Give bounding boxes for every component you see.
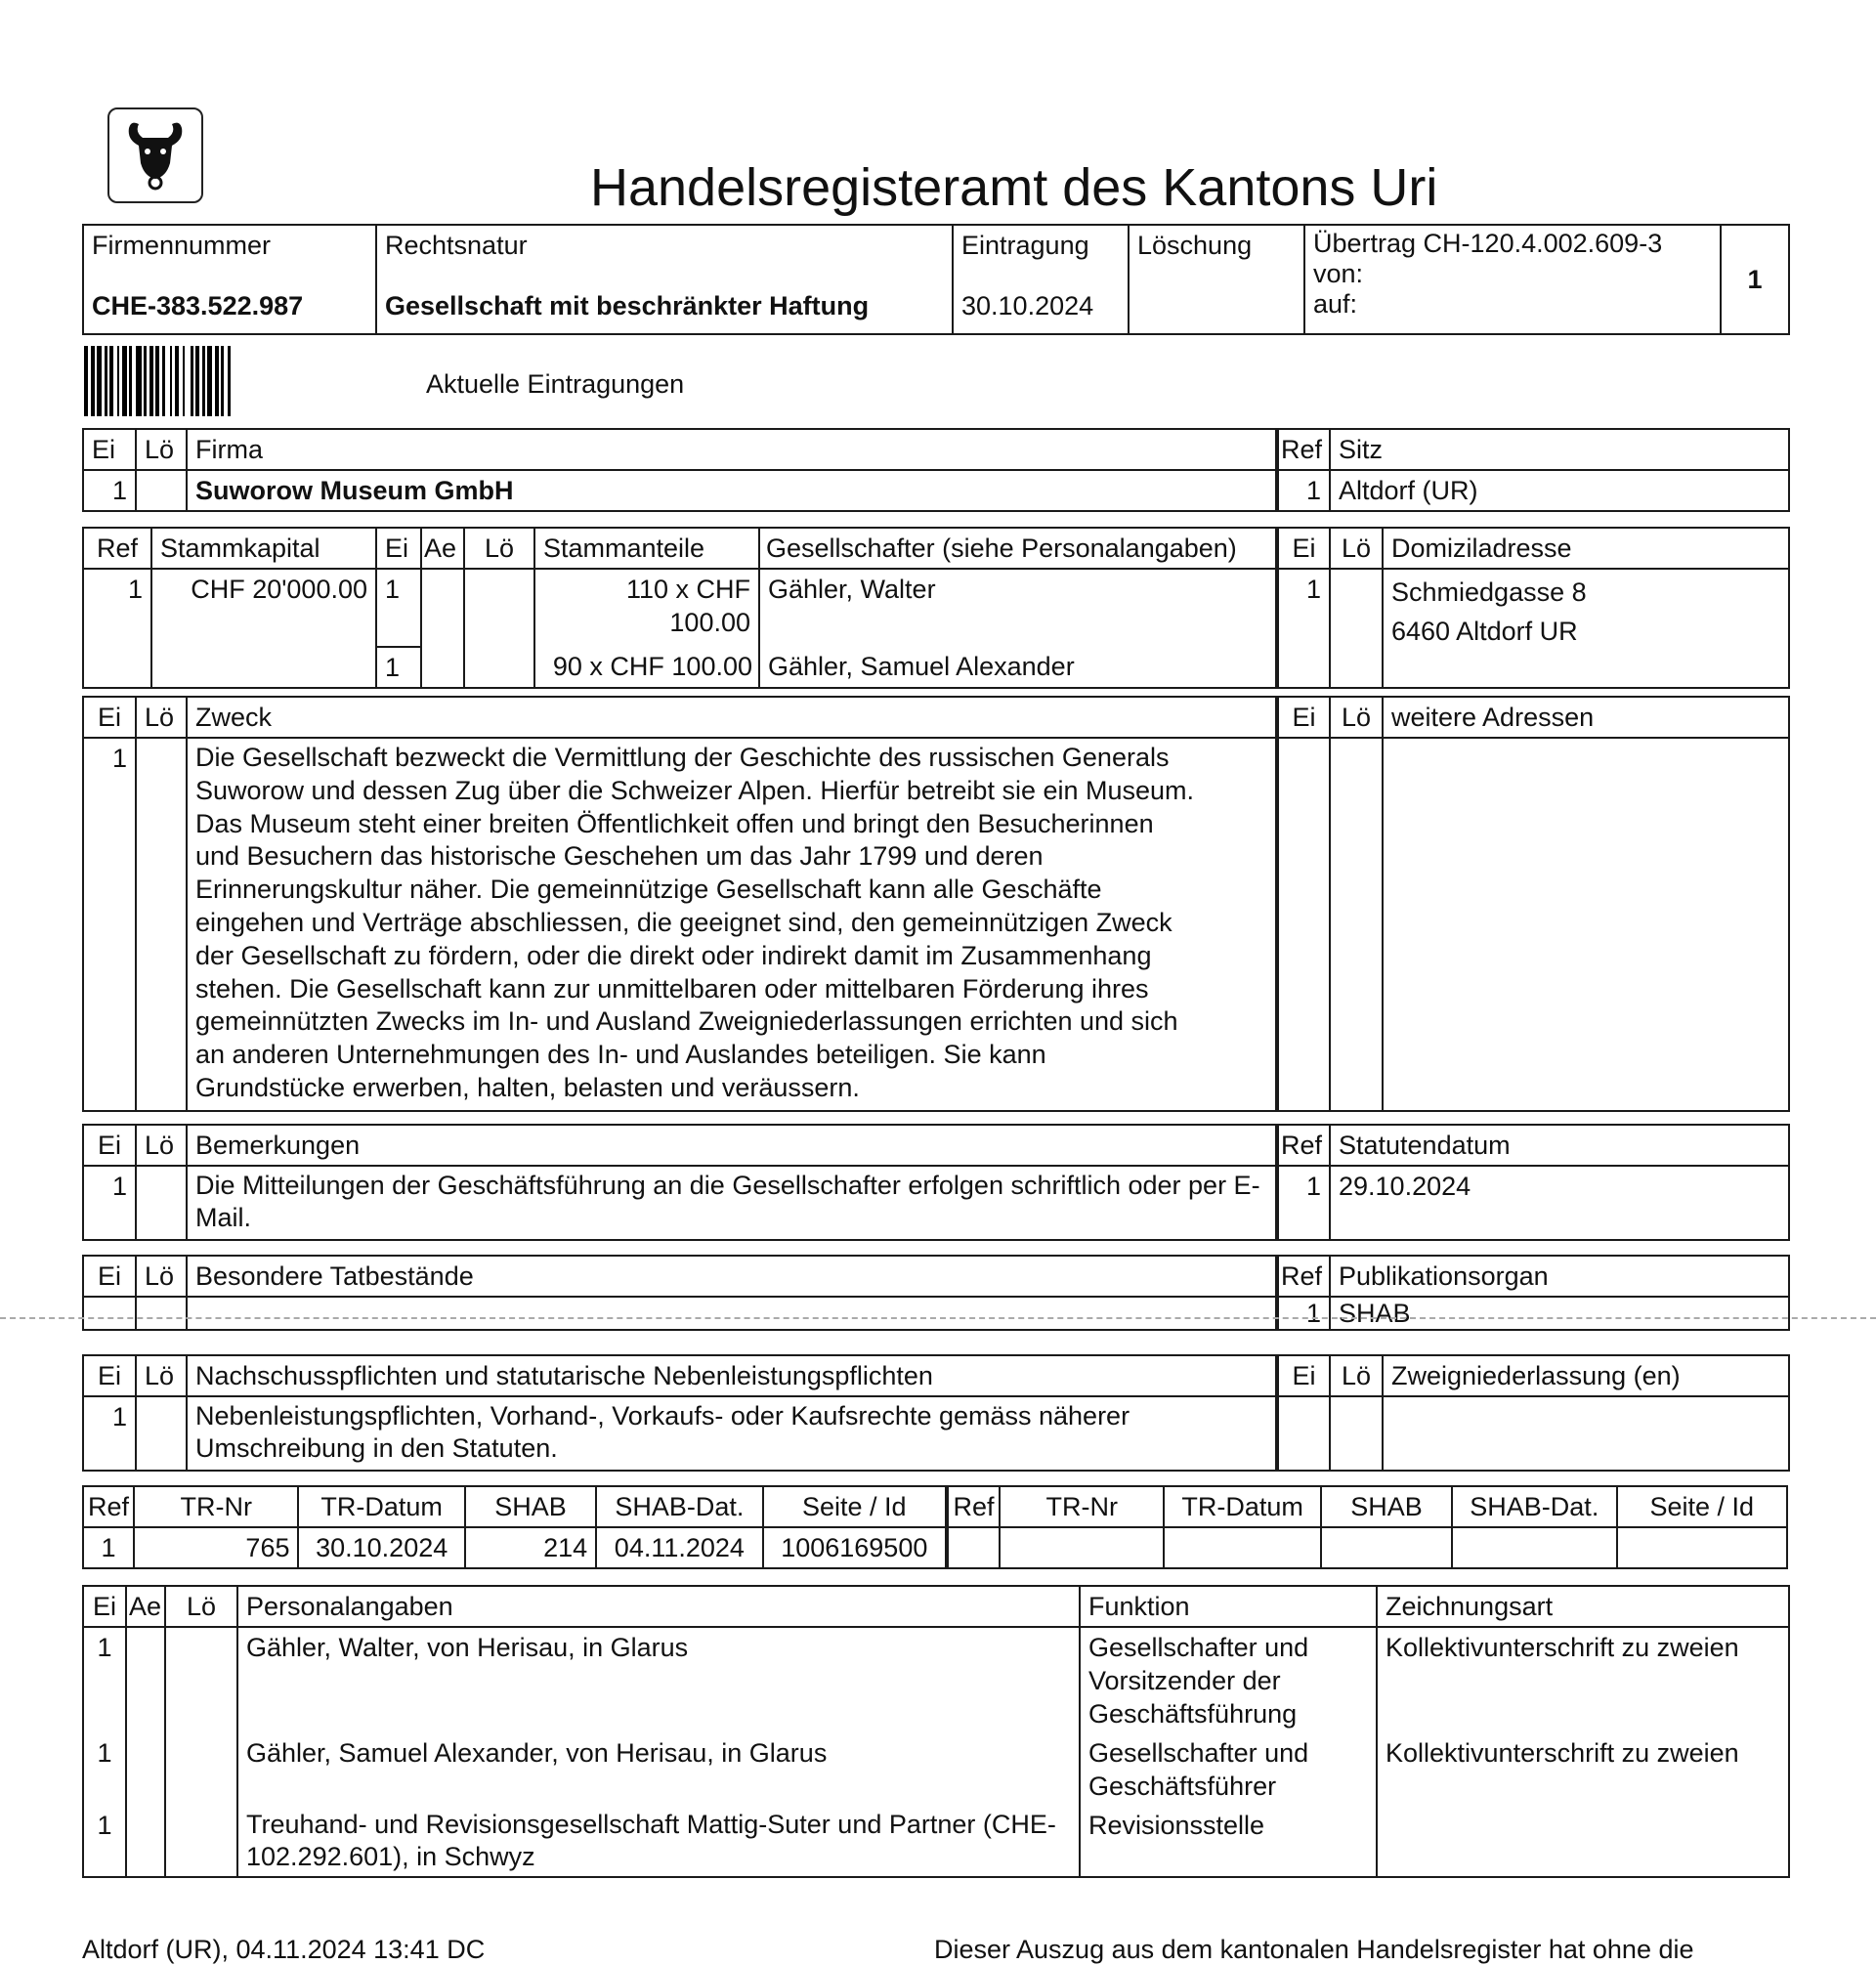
zweck-table — [82, 696, 1790, 1112]
aktuelle-eintragungen: Aktuelle Eintragungen — [426, 369, 685, 399]
kapital-table — [82, 527, 1790, 689]
sitz: Altdorf (UR) — [1330, 470, 1789, 511]
firma-table — [82, 428, 1790, 512]
h-ei: Ei — [83, 1256, 136, 1297]
funktion: Revisionsstelle — [1080, 1806, 1377, 1877]
tr-cell — [1164, 1527, 1320, 1568]
stammanteil: 110 x CHF 100.00 — [534, 569, 759, 647]
zeichnungsart — [1377, 1806, 1789, 1877]
h-ref: Ref — [1277, 429, 1330, 470]
h-ei: Ei — [376, 528, 421, 569]
domizil-ei: 1 — [1277, 569, 1330, 688]
h-loe2: Lö — [1330, 697, 1383, 738]
h-publikationsorgan: Publikationsorgan — [1330, 1256, 1789, 1297]
firmennummer-label: Firmennummer — [92, 231, 272, 260]
header-table — [82, 224, 1790, 335]
tr-cell — [1452, 1527, 1616, 1568]
h-personalangaben: Personalangaben — [237, 1586, 1080, 1627]
tr-cell — [1000, 1527, 1164, 1568]
zeichnungsart: Kollektivunterschrift zu zweien — [1377, 1627, 1789, 1733]
h-stammanteile: Stammanteile — [534, 528, 759, 569]
tr-cell: 214 — [465, 1527, 596, 1568]
fold-line — [0, 1317, 1876, 1319]
nachschuss-table — [82, 1354, 1790, 1472]
domizil-loe — [1330, 569, 1383, 688]
barcode — [84, 346, 397, 416]
uebertrag-auf: auf: — [1313, 289, 1358, 319]
tr-header: TR-Nr — [1000, 1486, 1164, 1527]
h-ref: Ref — [1277, 1256, 1330, 1297]
h-ref: Ref — [83, 528, 151, 569]
h-loe: Lö — [136, 1125, 187, 1166]
gesellschafter: Gähler, Samuel Alexander — [759, 647, 1277, 688]
tr-cell: 765 — [134, 1527, 298, 1568]
tr-header: Seite / Id — [763, 1486, 947, 1527]
tr-table — [82, 1485, 1788, 1569]
h-ei: Ei — [83, 1586, 126, 1627]
anteil-ei: 1 — [376, 647, 421, 688]
h-loe: Lö — [136, 1256, 187, 1297]
h-sitz: Sitz — [1330, 429, 1789, 470]
firma-loe — [136, 470, 187, 511]
h-zweck: Zweck — [187, 697, 1277, 738]
h-loe: Lö — [464, 528, 534, 569]
tr-header: SHAB-Dat. — [596, 1486, 762, 1527]
statutendatum: 29.10.2024 — [1330, 1166, 1789, 1240]
h-funktion: Funktion — [1080, 1586, 1377, 1627]
tr-cell: 30.10.2024 — [298, 1527, 464, 1568]
h-zeichnungsart: Zeichnungsart — [1377, 1586, 1789, 1627]
h-ei2: Ei — [1277, 1355, 1330, 1396]
h-ei2: Ei — [1277, 697, 1330, 738]
h-ei: Ei — [83, 1125, 136, 1166]
h-nachschuss: Nachschusspflichten und statutarische Nebenleistungspflichten — [187, 1355, 1277, 1396]
anteil-loe — [464, 569, 534, 688]
person: Gähler, Walter, von Herisau, in Glarus — [237, 1627, 1080, 1733]
anteil-ae — [421, 569, 464, 688]
person-ei: 1 — [83, 1733, 126, 1806]
uri-bull-head-icon — [107, 107, 203, 203]
h-ref: Ref — [1277, 1125, 1330, 1166]
h-ei: Ei — [83, 429, 136, 470]
h-loe: Lö — [136, 1355, 187, 1396]
tr-header: Seite / Id — [1617, 1486, 1788, 1527]
footer-note: Dieser Auszug aus dem kantonalen Handelsregister hat ohne die — [934, 1935, 1694, 1964]
firmennummer: CHE-383.522.987 — [92, 291, 304, 320]
tr-header: SHAB — [1321, 1486, 1452, 1527]
anteil-ei: 1 — [376, 569, 421, 647]
zeichnungsart: Kollektivunterschrift zu zweien — [1377, 1733, 1789, 1806]
barcode-bar — [231, 346, 233, 416]
tr-cell — [1617, 1527, 1788, 1568]
besondere-table — [82, 1255, 1790, 1331]
kapital-ref: 1 — [83, 569, 151, 688]
tr-header: TR-Datum — [1164, 1486, 1320, 1527]
page-title: Handelsregisteramt des Kantons Uri — [590, 158, 1438, 217]
firma-name: Suworow Museum GmbH — [187, 470, 1277, 511]
zweck-loe — [136, 738, 187, 1111]
h-ei: Ei — [83, 1355, 136, 1396]
h-loe2: Lö — [1330, 528, 1383, 569]
zweck-text: Die Gesellschaft bezweckt die Vermittlung der Geschichte des russischen Generals Suworow und dessen Zug über die Schweizer Alpen. Hierfür betreibt sie ein Museum. Das Museum steht einer breiten Öffentlichkeit offen und bringt den Besucherinnen und Besuchern das historische Geschehen um das Jahr 1799 und deren Erinnerungskultur näher. Die gemeinnützige Gesellschaft kann alle Geschäfte eingehen und Verträge abschliessen, die geeignet sind, den gemeinnützigen Zweck der Gesellschaft zu fördern, oder die direkt oder indirekt damit im Zusammenhang stehen. Die Gesellschaft kann zur unmittelbaren oder mittelbaren Förderung ihres gemeinnützten Zwecks im In- und Ausland Zweigniederlassungen errichten und sich an anderen Unternehmungen des In- und Auslandes beteiligen. Sie kann Grundstücke erwerben, halten, belasten und veräussern. — [187, 738, 1277, 1111]
domizil-ort: 6460 Altdorf UR — [1391, 617, 1578, 646]
h-loe: Lö — [136, 429, 187, 470]
rechtsnatur-label: Rechtsnatur — [385, 231, 528, 260]
tr-header: Ref — [947, 1486, 1000, 1527]
h-statutendatum: Statutendatum — [1330, 1125, 1789, 1166]
h-loe: Lö — [165, 1586, 237, 1627]
nachschuss-ei: 1 — [83, 1396, 136, 1471]
publikationsorgan: SHAB — [1330, 1297, 1789, 1330]
person: Gähler, Samuel Alexander, von Herisau, in Glarus — [237, 1733, 1080, 1806]
h-weitere-adressen: weitere Adressen — [1383, 697, 1789, 738]
footer-place-date: Altdorf (UR), 04.11.2024 13:41 DC — [82, 1935, 486, 1964]
eintragung-label: Eintragung — [961, 231, 1089, 260]
tr-cell — [1321, 1527, 1452, 1568]
funktion: Gesellschafter und Vorsitzender der Geschäftsführung — [1080, 1627, 1377, 1733]
tr-header: TR-Nr — [134, 1486, 298, 1527]
page-number: 1 — [1721, 225, 1789, 334]
h-stammkapital: Stammkapital — [151, 528, 376, 569]
loeschung-label: Löschung — [1137, 231, 1253, 260]
h-ae: Ae — [421, 528, 464, 569]
uebertrag: Übertrag CH-120.4.002.609-3 — [1313, 229, 1663, 258]
domizil-strasse: Schmiedgasse 8 — [1391, 577, 1587, 607]
h-ei: Ei — [83, 697, 136, 738]
h-zweigniederlassung: Zweigniederlassung (en) — [1383, 1355, 1789, 1396]
firma-ei: 1 — [83, 470, 136, 511]
eintragung-date: 30.10.2024 — [961, 291, 1094, 320]
tr-header: TR-Datum — [298, 1486, 464, 1527]
tr-cell: 1006169500 — [763, 1527, 947, 1568]
person-ei: 1 — [83, 1806, 126, 1877]
h-loe: Lö — [136, 697, 187, 738]
bemerkungen-table — [82, 1124, 1790, 1241]
h-ae: Ae — [126, 1586, 165, 1627]
tr-header: SHAB-Dat. — [1452, 1486, 1616, 1527]
h-gesellschafter: Gesellschafter (siehe Personalangaben) — [759, 528, 1277, 569]
gesellschafter: Gähler, Walter — [759, 569, 1277, 647]
h-domizil: Domiziladresse — [1383, 528, 1789, 569]
pub-ref: 1 — [1277, 1297, 1330, 1330]
person: Treuhand- und Revisionsgesellschaft Mattig-Suter und Partner (CHE-102.292.601), in Schwyz — [237, 1806, 1080, 1877]
bem-ei: 1 — [83, 1166, 136, 1240]
rechtsnatur: Gesellschaft mit beschränkter Haftung — [385, 291, 870, 320]
bemerkung-text: Die Mitteilungen der Geschäftsführung an die Gesellschafter erfolgen schriftlich oder per E-Mail. — [187, 1166, 1277, 1240]
tr-header: Ref — [83, 1486, 134, 1527]
stammanteil: 90 x CHF 100.00 — [534, 647, 759, 688]
tr-cell: 1 — [83, 1527, 134, 1568]
funktion: Gesellschafter und Geschäftsführer — [1080, 1733, 1377, 1806]
h-loe2: Lö — [1330, 1355, 1383, 1396]
h-besondere: Besondere Tatbestände — [187, 1256, 1277, 1297]
nachschuss-text: Nebenleistungspflichten, Vorhand-, Vorkaufs- oder Kaufsrechte gemäss näherer Umschreibung in den Statuten. — [187, 1396, 1277, 1471]
stat-ref: 1 — [1277, 1166, 1330, 1240]
person-ei: 1 — [83, 1627, 126, 1733]
uebertrag-von: von: — [1313, 259, 1364, 288]
zweck-ei: 1 — [83, 738, 136, 1111]
tr-cell: 04.11.2024 — [596, 1527, 762, 1568]
tr-header: SHAB — [465, 1486, 596, 1527]
sitz-ref: 1 — [1277, 470, 1330, 511]
personal-table — [82, 1585, 1790, 1878]
h-firma: Firma — [187, 429, 1277, 470]
stammkapital: CHF 20'000.00 — [151, 569, 376, 688]
h-ei2: Ei — [1277, 528, 1330, 569]
tr-cell — [947, 1527, 1000, 1568]
h-bemerkungen: Bemerkungen — [187, 1125, 1277, 1166]
